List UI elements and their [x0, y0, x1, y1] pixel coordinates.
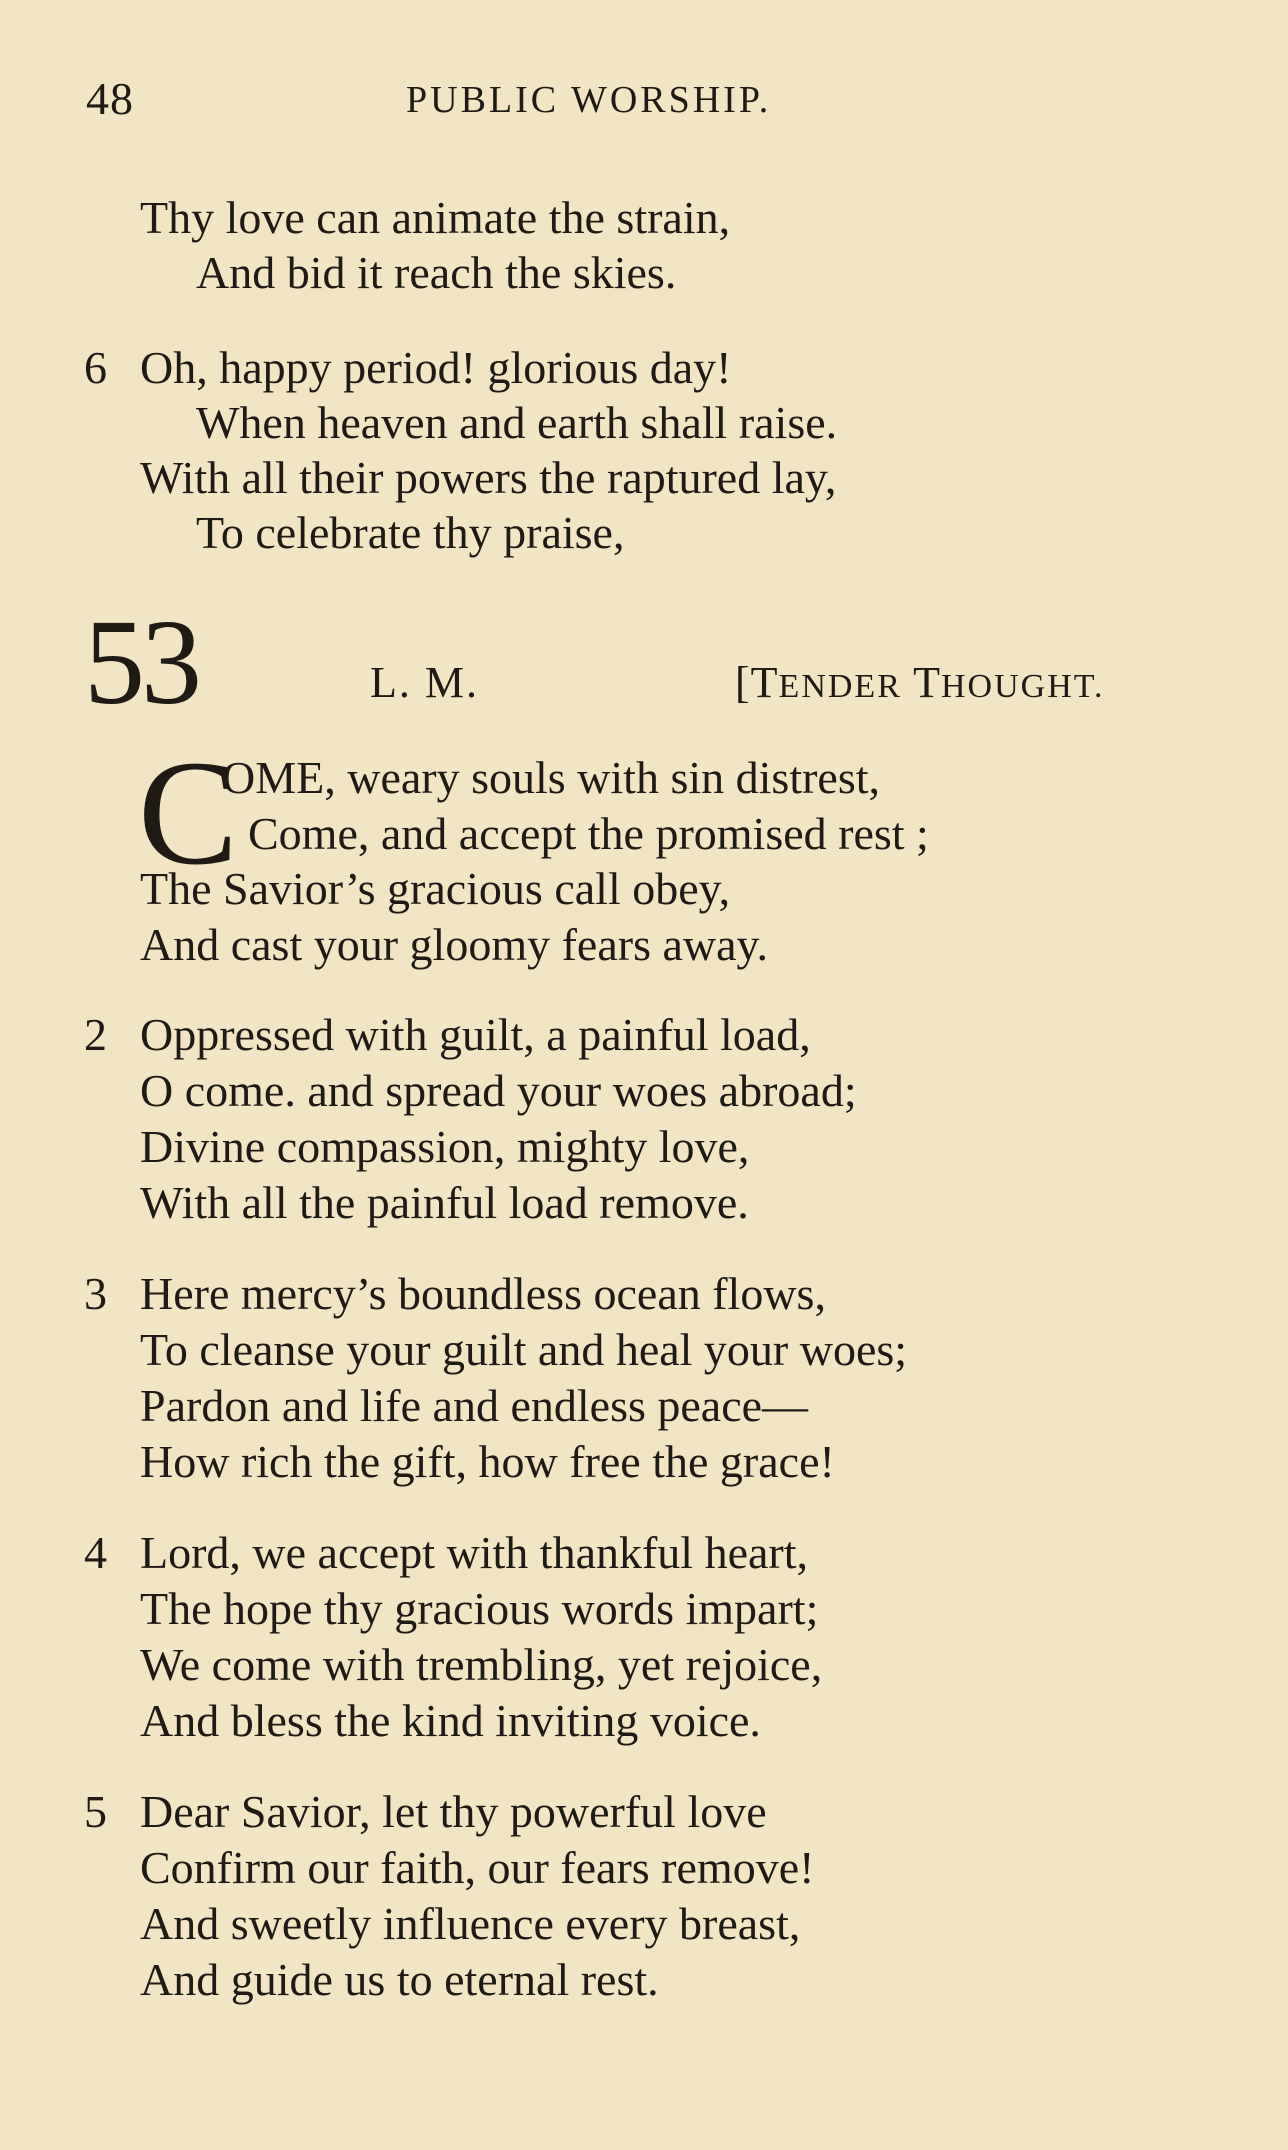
verse-line: Thy love can animate the strain, — [140, 192, 731, 243]
hymn-number: 53 — [84, 595, 198, 730]
verse-line: With all their powers the raptured lay, — [140, 452, 837, 503]
verse-line: And sweetly influence every breast, — [140, 1898, 801, 1949]
verse-line: Lord, we accept with thankful heart, — [140, 1527, 809, 1578]
stanza-number: 5 — [84, 1786, 107, 1837]
verse-line: And guide us to eternal rest. — [140, 1954, 659, 2005]
stanza-number: 4 — [84, 1527, 107, 1578]
tune-name: [TENDER THOUGHT. — [735, 658, 1105, 707]
verse-line: And bid it reach the skies. — [196, 247, 677, 298]
drop-cap: C — [138, 730, 239, 896]
page-header — [86, 72, 1206, 128]
verse-line: Pardon and life and endless peace— — [140, 1380, 809, 1431]
verse-line: The Savior’s gracious call obey, — [140, 863, 731, 914]
verse-line: Come, and accept the promised rest ; — [248, 808, 929, 859]
verse-line: How rich the gift, how free the grace! — [140, 1436, 835, 1487]
stanza-number: 2 — [84, 1009, 107, 1060]
verse-line: And cast your gloomy fears away. — [140, 919, 769, 970]
verse-line: Dear Savior, let thy powerful love — [140, 1786, 767, 1837]
hymn-meter: L. M. — [370, 658, 479, 707]
verse-line: We come with trembling, yet rejoice, — [140, 1639, 823, 1690]
verse-line: Here mercy’s boundless ocean flows, — [140, 1268, 826, 1319]
verse-line: Divine compassion, mighty love, — [140, 1121, 750, 1172]
verse-line: Oppressed with guilt, a painful load, — [140, 1009, 811, 1060]
page-number: 48 — [86, 73, 134, 124]
verse-line: The hope thy gracious words impart; — [140, 1583, 819, 1634]
verse-line: To celebrate thy praise, — [196, 507, 625, 558]
running-head: PUBLIC WORSHIP. — [406, 79, 772, 121]
verse-line: O come. and spread your woes abroad; — [140, 1065, 857, 1116]
verse-line: To cleanse your guilt and heal your woes; — [140, 1324, 908, 1375]
verse-line: And bless the kind inviting voice. — [140, 1695, 761, 1746]
verse-line: OME, weary souls with sin distrest, — [222, 752, 881, 803]
stanza-number: 3 — [84, 1268, 107, 1319]
verse-line: Confirm our faith, our fears remove! — [140, 1842, 815, 1893]
verse-line: With all the painful load remove. — [140, 1177, 749, 1228]
verse-line: Oh, happy period! glorious day! — [140, 342, 732, 393]
verse-line: When heaven and earth shall raise. — [196, 397, 838, 448]
stanza-number: 6 — [84, 342, 107, 393]
